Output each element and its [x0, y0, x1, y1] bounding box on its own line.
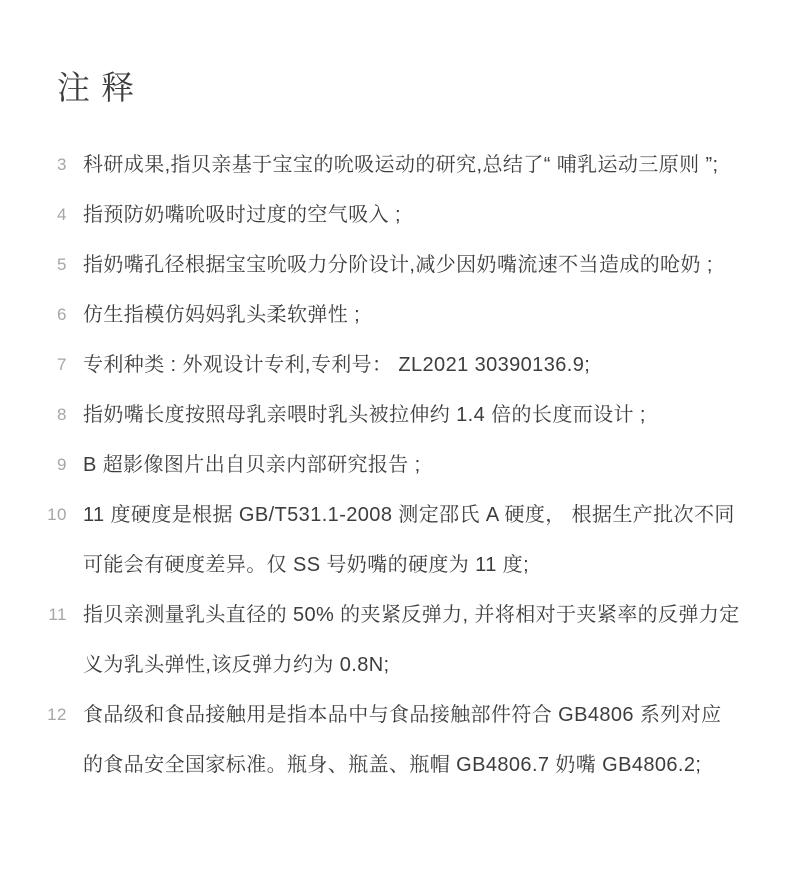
- note-number: 3: [57, 155, 67, 174]
- note-item: [45, 190, 750, 240]
- note-item: [45, 490, 750, 590]
- page-title: 注 释: [57, 69, 136, 106]
- note-text: 11 度硬度是根据 GB/T531.1-2008 测定邵氏 A 硬度， 根据生产批次不同可能会有硬度差异。仅 SS 号奶嘴的硬度为 11 度;: [83, 504, 735, 576]
- note-number: 9: [57, 455, 67, 474]
- note-item: [45, 240, 750, 290]
- note-item: [45, 690, 750, 790]
- note-number: 5: [57, 255, 67, 274]
- note-item: [45, 440, 750, 490]
- note-number: 11: [48, 605, 67, 624]
- note-number: 4: [57, 205, 67, 224]
- note-number: 12: [47, 705, 67, 724]
- note-text: 指预防奶嘴吮吸时过度的空气吸入 ;: [83, 204, 401, 226]
- note-number: 10: [47, 505, 67, 524]
- notes-list: [45, 140, 750, 790]
- note-text: 食品级和食品接触用是指本品中与食品接触部件符合 GB4806 系列对应的食品安全国家标准。瓶身、瓶盖、瓶帽 GB4806.7 奶嘴 GB4806.2;: [83, 704, 722, 776]
- note-item: [45, 340, 750, 390]
- note-text: 指奶嘴孔径根据宝宝吮吸力分阶设计,减少因奶嘴流速不当造成的呛奶 ;: [83, 254, 713, 276]
- note-text: B 超影像图片出自贝亲内部研究报告 ;: [83, 454, 421, 476]
- note-text: 科研成果,指贝亲基于宝宝的吮吸运动的研究,总结了“ 哺乳运动三原则 ”;: [83, 154, 719, 176]
- note-item: [45, 140, 750, 190]
- note-item: [45, 290, 750, 340]
- note-text: 指贝亲测量乳头直径的 50% 的夹紧反弹力, 并将相对于夹紧率的反弹力定义为乳头弹性,该反弹力约为 0.8N;: [83, 604, 740, 676]
- note-number: 7: [57, 355, 67, 374]
- note-text: 仿生指模仿妈妈乳头柔软弹性 ;: [83, 304, 361, 326]
- note-text: 指奶嘴长度按照母乳亲喂时乳头被拉伸约 1.4 倍的长度而设计 ;: [83, 404, 646, 426]
- note-number: 6: [57, 305, 67, 324]
- note-item: [45, 590, 750, 690]
- note-number: 8: [57, 405, 67, 424]
- note-text: 专利种类 : 外观设计专利,专利号： ZL2021 30390136.9;: [83, 354, 591, 376]
- note-item: [45, 390, 750, 440]
